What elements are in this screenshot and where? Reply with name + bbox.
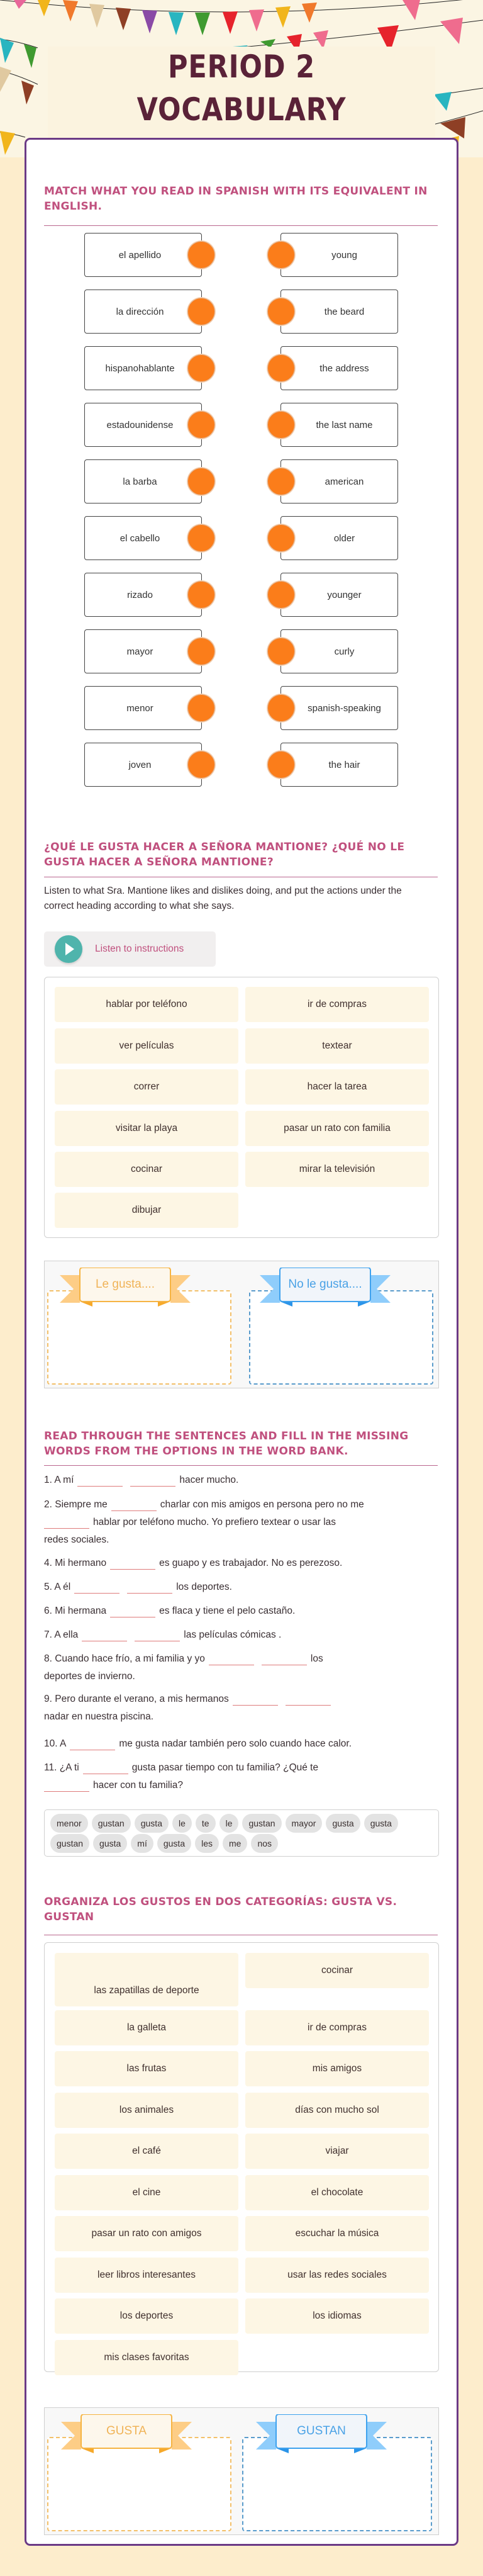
match-right-item[interactable]: american (280, 459, 398, 503)
sentence-2 (44, 1496, 434, 1549)
drag-item[interactable]: el café (55, 2134, 238, 2169)
sentence-text: me gusta nadar también pero solo cuando hace calor. (119, 1738, 352, 1749)
section-divider (44, 225, 438, 226)
drag-item[interactable]: mis amigos (245, 2051, 429, 2086)
sentence-text: gusta pasar tiempo con tu familia? ¿Qué te (131, 1762, 319, 1773)
connector-dot-icon[interactable] (267, 298, 295, 325)
sentence-5 (44, 1578, 434, 1596)
category-label: GUSTA (106, 2424, 147, 2438)
sentence-4 (44, 1555, 434, 1572)
sentence-text: los deportes. (176, 1582, 232, 1592)
match-left-item[interactable]: menor (84, 686, 202, 730)
drag-item[interactable]: los idiomas (245, 2298, 429, 2334)
drag-item[interactable]: ir de compras (245, 2010, 429, 2045)
match-right-item[interactable]: the beard (280, 290, 398, 334)
drag-item[interactable]: cocinar (245, 1953, 429, 1988)
connector-dot-icon[interactable] (267, 694, 295, 722)
sentence-text: 7. A ella (44, 1629, 79, 1640)
listen-button-label: Listen to instructions (95, 943, 184, 954)
connector-dot-icon[interactable] (267, 241, 295, 269)
blank-input[interactable] (83, 1762, 128, 1774)
word-chip[interactable]: gusta (364, 1814, 398, 1833)
sentence-7 (44, 1626, 434, 1644)
sentence-text: 9. Pero durante el verano, a mis hermanos (44, 1694, 229, 1704)
blank-input[interactable] (127, 1581, 172, 1594)
drag-item[interactable]: textear (245, 1028, 429, 1064)
drag-item[interactable]: usar las redes sociales (245, 2258, 429, 2293)
connector-dot-icon[interactable] (187, 524, 215, 552)
sentence-10 (44, 1735, 434, 1753)
category-label: GUSTAN (297, 2424, 346, 2438)
sentence-text: charlar con mis amigos en persona pero no me (160, 1499, 364, 1510)
sorting-categories (44, 2407, 439, 2535)
connector-dot-icon[interactable] (267, 638, 295, 665)
match-right-item[interactable]: young (280, 233, 398, 277)
sentence-text: deportes de invierno. (44, 1671, 135, 1682)
sentence-text: hablar por teléfono mucho. Yo prefiero textear o usar las (93, 1517, 336, 1527)
connector-dot-icon[interactable] (187, 241, 215, 269)
blank-input[interactable] (262, 1653, 307, 1665)
blank-input[interactable] (233, 1693, 278, 1706)
connector-dot-icon[interactable] (187, 468, 215, 495)
word-chip[interactable]: nos (251, 1834, 278, 1853)
drag-item[interactable]: correr (55, 1069, 238, 1105)
word-chip[interactable]: les (195, 1834, 219, 1853)
match-left-item[interactable]: estadounidense (84, 403, 202, 447)
sentence-text: 11. ¿A ti (44, 1762, 79, 1773)
drag-item[interactable]: pasar un rato con familia (245, 1111, 429, 1146)
word-chip[interactable]: mayor (286, 1814, 323, 1833)
drag-item[interactable]: viajar (245, 2134, 429, 2169)
listen-to-instructions-button[interactable] (44, 931, 216, 967)
drag-item[interactable]: visitar la playa (55, 1111, 238, 1146)
word-chip[interactable]: menor (50, 1814, 88, 1833)
word-chip[interactable]: gustan (50, 1834, 89, 1853)
connector-dot-icon[interactable] (267, 581, 295, 609)
sentence-text: las películas cómicas . (184, 1629, 282, 1640)
match-left-item[interactable]: joven (84, 743, 202, 787)
sentence-text: 6. Mi hermana (44, 1606, 107, 1616)
ribbon-le-gusta (60, 1268, 191, 1308)
match-right-item[interactable]: the hair (280, 743, 398, 787)
drag-item[interactable]: las frutas (55, 2051, 238, 2086)
matching-title: MATCH WHAT YOU READ IN SPANISH WITH ITS EQUIVALENT IN ENGLISH. (44, 185, 428, 213)
match-left-item[interactable]: el apellido (84, 233, 202, 277)
sentence-text: redes sociales. (44, 1534, 109, 1545)
blank-input[interactable] (110, 1605, 155, 1617)
blank-input[interactable] (209, 1653, 254, 1665)
sentence-text: 8. Cuando hace frío, a mi familia y yo (44, 1653, 205, 1664)
drag-item[interactable]: mirar la televisión (245, 1152, 429, 1187)
connector-dot-icon[interactable] (267, 468, 295, 495)
word-chip[interactable]: te (196, 1814, 216, 1833)
listening-categories (44, 1261, 439, 1388)
blank-input[interactable] (110, 1557, 155, 1570)
drag-item[interactable]: escuchar la música (245, 2216, 429, 2251)
title-line-1: PERIOD 2 VOCABULARY (136, 48, 347, 128)
word-chip[interactable]: gusta (157, 1834, 191, 1853)
word-chip[interactable]: mí (131, 1834, 153, 1853)
connector-dot-icon[interactable] (267, 411, 295, 439)
match-right-item[interactable]: older (280, 516, 398, 560)
drag-item[interactable]: leer libros interesantes (55, 2258, 238, 2293)
match-left-item[interactable]: la dirección (84, 290, 202, 334)
sentence-text: 5. A él (44, 1582, 71, 1592)
blank-input[interactable] (77, 1474, 123, 1487)
match-right-item[interactable]: the last name (280, 403, 398, 447)
drag-item[interactable]: cocinar (55, 1152, 238, 1187)
match-right-item[interactable]: spanish-speaking (280, 686, 398, 730)
sentence-text: los (310, 1653, 323, 1664)
sentence-text: hacer mucho. (179, 1475, 239, 1485)
blank-input[interactable] (74, 1581, 119, 1594)
sentence-text: 4. Mi hermano (44, 1558, 107, 1568)
connector-dot-icon[interactable] (187, 298, 215, 325)
sentence-text: 1. A mí (44, 1475, 74, 1485)
drag-item[interactable]: el chocolate (245, 2175, 429, 2210)
drag-item[interactable]: hablar por teléfono (55, 987, 238, 1022)
match-right-item[interactable]: curly (280, 629, 398, 673)
connector-dot-icon[interactable] (267, 354, 295, 382)
match-left-item[interactable]: hispanohablante (84, 346, 202, 390)
sentence-text: nadar en nuestra piscina. (44, 1711, 154, 1722)
word-chip[interactable]: gusta (135, 1814, 169, 1833)
sentence-text: hacer con tu familia? (93, 1780, 184, 1791)
word-chip[interactable]: gustan (242, 1814, 281, 1833)
drag-item[interactable]: pasar un rato con amigos (55, 2216, 238, 2251)
drag-item[interactable]: la galleta (55, 2010, 238, 2045)
connector-dot-icon[interactable] (187, 411, 215, 439)
blank-input[interactable] (130, 1474, 175, 1487)
match-left-item[interactable]: la barba (84, 459, 202, 503)
connector-dot-icon[interactable] (187, 354, 215, 382)
ribbon-gusta (61, 2414, 192, 2455)
sentence-8 (44, 1650, 434, 1685)
fill-blanks-title: READ THROUGH THE SENTENCES AND FILL IN THE MISSING WORDS FROM THE OPTIONS IN THE WORD BANK. (44, 1430, 409, 1458)
drag-item[interactable]: ir de compras (245, 987, 429, 1022)
drag-item[interactable]: el cine (55, 2175, 238, 2210)
sentence-text: es flaca y tiene el pelo castaño. (159, 1606, 296, 1616)
word-chip[interactable]: gustan (92, 1814, 131, 1833)
word-chip[interactable]: le (219, 1814, 239, 1833)
connector-dot-icon[interactable] (187, 581, 215, 609)
match-left-item[interactable]: rizado (84, 573, 202, 617)
blank-input[interactable] (286, 1693, 331, 1706)
blank-input[interactable] (70, 1738, 115, 1750)
blank-input[interactable] (44, 1779, 89, 1792)
word-chip[interactable]: gusta (326, 1814, 360, 1833)
connector-dot-icon[interactable] (267, 751, 295, 779)
sentence-text: 10. A (44, 1738, 67, 1749)
match-left-item[interactable]: el cabello (84, 516, 202, 560)
blank-input[interactable] (82, 1629, 127, 1641)
category-label: Le gusta.... (95, 1278, 155, 1291)
sentence-11 (44, 1759, 434, 1794)
sentence-6 (44, 1602, 434, 1620)
ribbon-no-le-gusta (260, 1268, 391, 1308)
section-divider (44, 1465, 438, 1466)
sentence-text: 2. Siempre me (44, 1499, 108, 1510)
connector-dot-icon[interactable] (187, 638, 215, 665)
sentence-text: es guapo y es trabajador. No es perezoso. (159, 1558, 343, 1568)
drag-item[interactable]: días con mucho sol (245, 2093, 429, 2128)
drag-item[interactable]: los deportes (55, 2298, 238, 2334)
drag-item[interactable]: las zapatillas de deporte (55, 1953, 238, 2006)
connector-dot-icon[interactable] (187, 694, 215, 722)
category-label: No le gusta.... (288, 1278, 362, 1291)
connector-dot-icon[interactable] (187, 751, 215, 779)
blank-input[interactable] (135, 1629, 180, 1641)
word-chip[interactable]: me (223, 1834, 247, 1853)
ribbon-gustan (256, 2414, 387, 2455)
connector-dot-icon[interactable] (267, 524, 295, 552)
sentence-1 (44, 1471, 434, 1489)
word-chip[interactable]: gusta (93, 1834, 127, 1853)
drag-item[interactable]: mis clases favoritas (55, 2340, 238, 2375)
match-left-item[interactable]: mayor (84, 629, 202, 673)
sentence-9 (44, 1690, 434, 1726)
sorting-title: ORGANIZA LOS GUSTOS EN DOS CATEGORÍAS: GUSTA VS. GUSTAN (44, 1896, 397, 1923)
blank-input[interactable] (44, 1516, 89, 1529)
drag-item[interactable]: hacer la tarea (245, 1069, 429, 1105)
word-chip[interactable]: le (172, 1814, 192, 1833)
listening-title: ¿QUÉ LE GUSTA HACER A SEÑORA MANTIONE? ¿QUÉ NO LE GUSTA HACER A SEÑORA MANTIONE? (44, 841, 405, 869)
word-bank (44, 1809, 439, 1857)
match-right-item[interactable]: the address (280, 346, 398, 390)
blank-input[interactable] (111, 1499, 157, 1511)
listening-instructions: Listen to what Sra. Mantione likes and dislikes doing, and put the actions under the correct heading according to what she says. (44, 886, 402, 911)
drag-item[interactable]: ver películas (55, 1028, 238, 1064)
match-right-item[interactable]: younger (280, 573, 398, 617)
play-icon[interactable] (55, 935, 82, 963)
drag-item[interactable]: los animales (55, 2093, 238, 2128)
drag-item[interactable]: dibujar (55, 1193, 238, 1228)
